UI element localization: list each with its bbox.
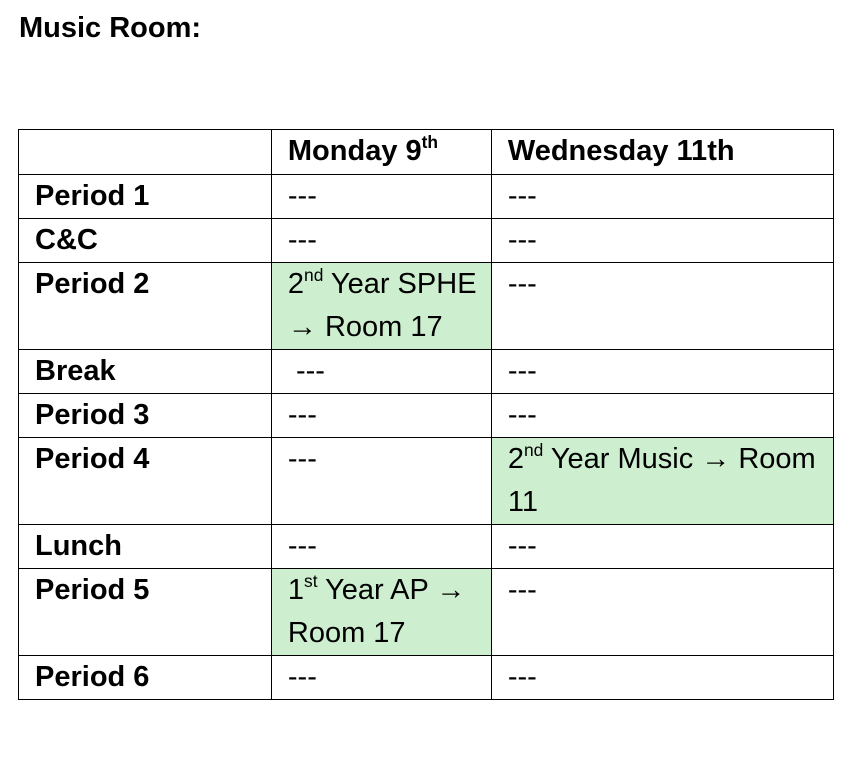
- wednesday-cell: ---: [491, 569, 833, 656]
- monday-cell: ---: [271, 219, 491, 263]
- monday-cell-highlighted: [271, 263, 491, 350]
- wednesday-cell: ---: [491, 175, 833, 219]
- timetable: [18, 129, 834, 700]
- header-monday-text: Monday 9: [287, 135, 422, 167]
- header-monday-suffix: th: [421, 132, 439, 153]
- table-row: [19, 525, 834, 569]
- period-label: Period 4: [19, 438, 272, 525]
- header-wednesday: Wednesday 11th: [491, 130, 833, 175]
- monday-cell: ---: [271, 394, 491, 438]
- wednesday-cell: ---: [491, 263, 833, 350]
- wednesday-cell: ---: [491, 525, 833, 569]
- corner-cell: [19, 130, 272, 175]
- cell-ordinal-suffix: st: [304, 571, 318, 592]
- period-label: Period 1: [19, 175, 272, 219]
- wednesday-cell: ---: [491, 219, 833, 263]
- period-label: Lunch: [19, 525, 272, 569]
- period-label: Period 2: [19, 263, 272, 350]
- period-label: Period 5: [19, 569, 272, 656]
- table-row: [19, 569, 834, 656]
- monday-cell: ---: [271, 350, 491, 394]
- header-row: [19, 130, 834, 175]
- table-row: [19, 219, 834, 263]
- table-row: [19, 656, 834, 700]
- table-row: [19, 394, 834, 438]
- table-row: [19, 175, 834, 219]
- period-label: Period 6: [19, 656, 272, 700]
- wednesday-cell-highlighted: [491, 438, 833, 525]
- period-label: C&C: [19, 219, 272, 263]
- monday-cell: ---: [271, 525, 491, 569]
- cell-class-text: Year Music → Room 11: [507, 443, 816, 518]
- header-monday: [271, 130, 491, 175]
- period-label: Break: [19, 350, 272, 394]
- wednesday-cell: ---: [491, 656, 833, 700]
- monday-cell-highlighted: [271, 569, 491, 656]
- cell-ordinal-suffix: nd: [304, 265, 324, 286]
- cell-year-number: 2: [507, 443, 524, 475]
- page-title: Music Room:: [19, 12, 202, 44]
- wednesday-cell: ---: [491, 350, 833, 394]
- monday-cell: ---: [271, 175, 491, 219]
- cell-year-number: 1: [287, 574, 305, 606]
- table-row: [19, 438, 834, 525]
- monday-cell: ---: [271, 656, 491, 700]
- wednesday-cell: ---: [491, 394, 833, 438]
- table-row: [19, 263, 834, 350]
- cell-year-number: 2: [287, 268, 305, 300]
- period-label: Period 3: [19, 394, 272, 438]
- cell-ordinal-suffix: nd: [523, 440, 544, 461]
- table-row: [19, 350, 834, 394]
- monday-cell: ---: [271, 438, 491, 525]
- cell-class-text: Year SPHE → Room 17: [287, 268, 477, 343]
- cell-class-text: Year AP → Room 17: [287, 574, 466, 649]
